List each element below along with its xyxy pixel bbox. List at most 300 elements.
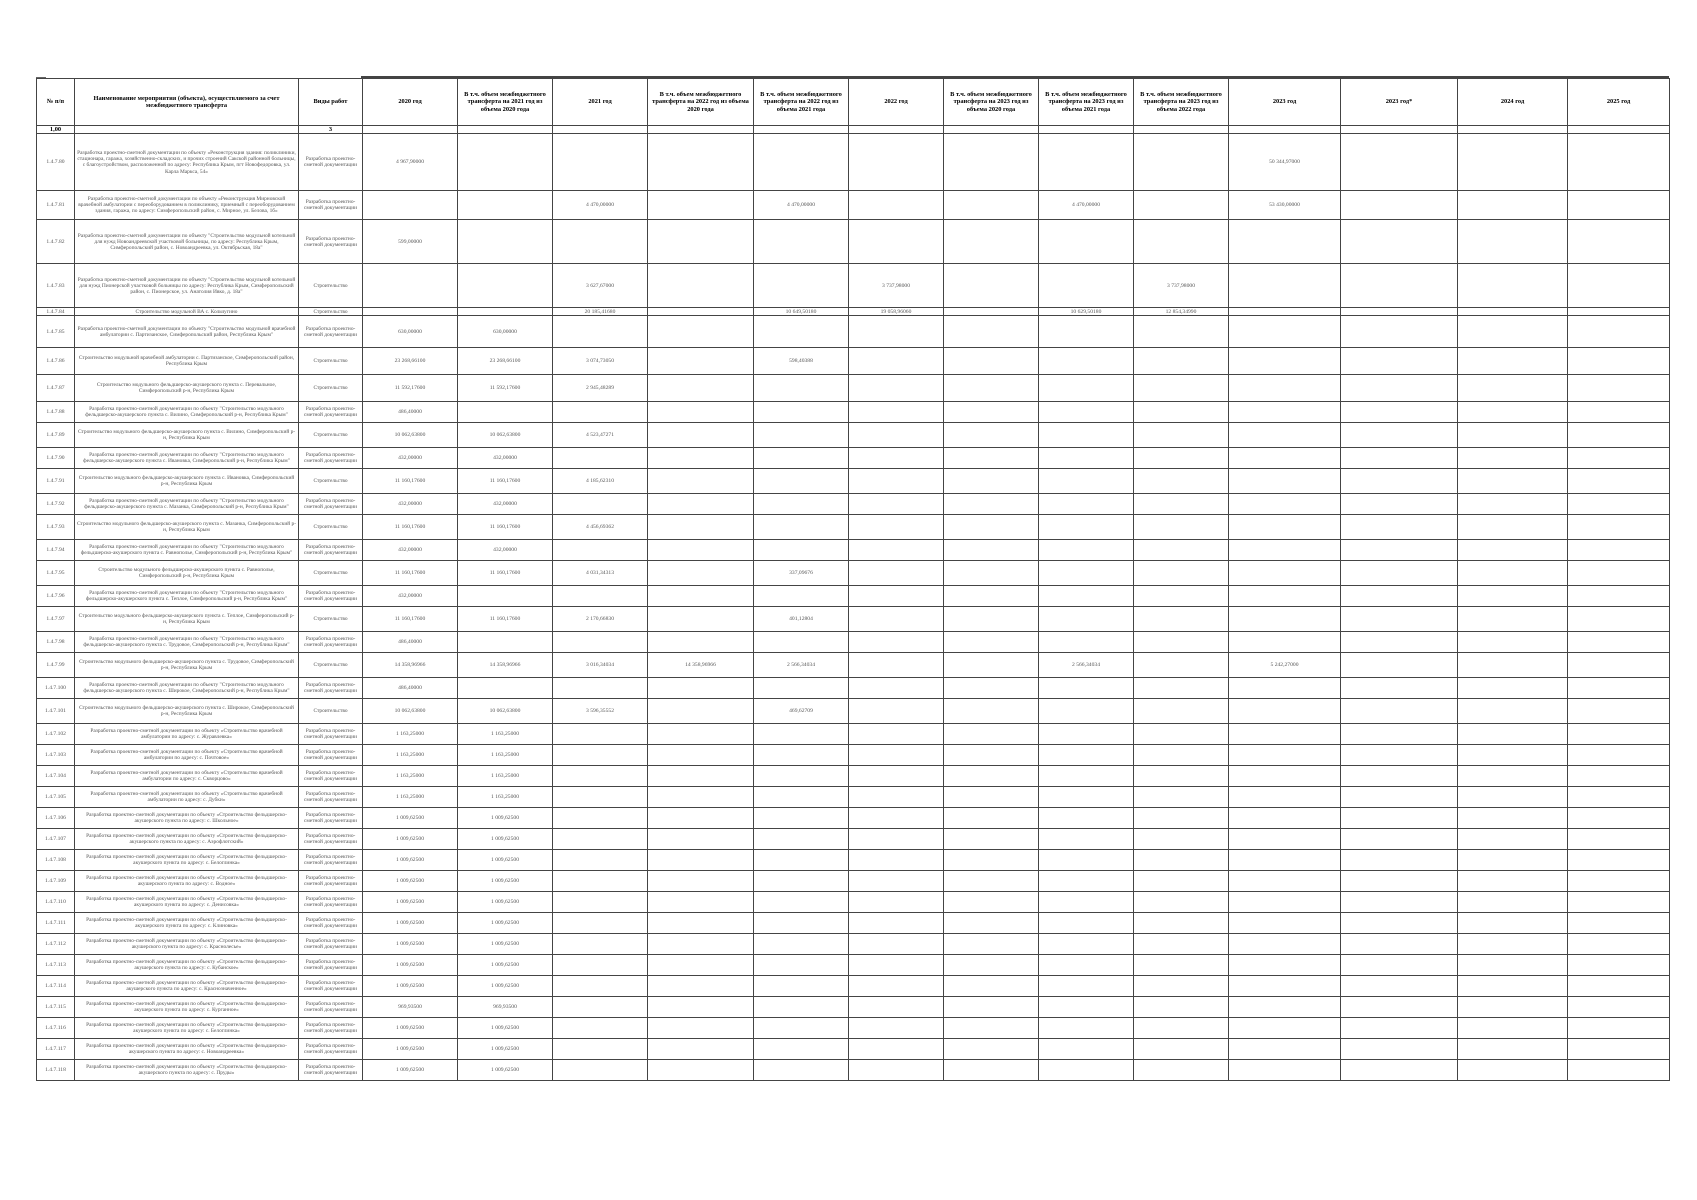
row-value-cell xyxy=(1568,787,1670,808)
row-value-cell xyxy=(1134,955,1229,976)
row-value-cell xyxy=(1341,699,1458,724)
row-code-cell: 1.4.7.93 xyxy=(37,515,75,540)
row-value-cell xyxy=(1229,913,1341,934)
row-name-cell: Строительство модульного фельдшерско-акушерского пункта с. Широкое, Симферопольский р-н, Республика Крым xyxy=(75,699,299,724)
row-value-cell xyxy=(849,561,944,586)
row-value-cell: 1 009,62500 xyxy=(458,955,553,976)
row-value-cell xyxy=(1458,264,1568,308)
row-value-cell xyxy=(1229,787,1341,808)
row-kind-cell: Разработка проектно-сметной документации xyxy=(299,913,363,934)
row-value-cell: 630,00000 xyxy=(458,316,553,348)
row-value-cell xyxy=(1458,913,1568,934)
row-value-cell: 3 737,98000 xyxy=(1134,264,1229,308)
row-value-cell xyxy=(1568,976,1670,997)
row-value-cell xyxy=(553,1039,648,1060)
row-value-cell xyxy=(458,308,553,316)
row-value-cell xyxy=(553,1018,648,1039)
row-value-cell xyxy=(1568,766,1670,787)
row-value-cell xyxy=(1341,586,1458,607)
table-row xyxy=(37,134,1670,191)
row-value-cell xyxy=(1134,448,1229,469)
row-value-cell xyxy=(1458,220,1568,264)
row-kind-cell: Строительство xyxy=(299,561,363,586)
row-value-cell xyxy=(1229,402,1341,423)
row-value-cell xyxy=(553,402,648,423)
row-value-cell xyxy=(944,850,1039,871)
numbering-cell xyxy=(1039,126,1134,134)
row-value-cell xyxy=(1458,448,1568,469)
table-row xyxy=(37,1018,1670,1039)
row-value-cell xyxy=(648,724,754,745)
row-value-cell xyxy=(1134,423,1229,448)
row-value-cell xyxy=(849,1060,944,1081)
row-value-cell xyxy=(944,375,1039,402)
row-value-cell xyxy=(1039,871,1134,892)
table-row xyxy=(37,871,1670,892)
row-value-cell xyxy=(849,913,944,934)
row-code-cell: 1.4.7.116 xyxy=(37,1018,75,1039)
row-value-cell xyxy=(1039,829,1134,850)
row-value-cell xyxy=(553,913,648,934)
row-name-cell: Разработка проектно-сметной документации по объекту «Строительство фельдшерско-акушерского пункта по адресу: с. Белоглинка» xyxy=(75,1018,299,1039)
row-value-cell xyxy=(1341,515,1458,540)
row-value-cell xyxy=(849,540,944,561)
row-name-cell: Разработка проектно-сметной документации по объекту «Реконструкция Мирновской врачебной амбулатории с переоборудованием в поликлинику, приемный с переоборудованием здания, гаража, по адресу: Симферопольский район, с. Мирное, ул. Белова, 1б» xyxy=(75,191,299,220)
row-value-cell xyxy=(1229,699,1341,724)
row-value-cell xyxy=(944,934,1039,955)
row-value-cell xyxy=(1039,423,1134,448)
header-name: Наименование мероприятия (объекта), осуществляемого за счет межбюджетного трансферта xyxy=(75,79,299,126)
row-value-cell xyxy=(648,892,754,913)
row-value-cell xyxy=(1458,134,1568,191)
row-value-cell xyxy=(1039,540,1134,561)
row-value-cell: 4 031,34313 xyxy=(553,561,648,586)
row-code-cell: 1.4.7.96 xyxy=(37,586,75,607)
row-value-cell xyxy=(754,540,849,561)
row-value-cell xyxy=(849,586,944,607)
row-kind-cell: Разработка проектно-сметной документации xyxy=(299,540,363,561)
row-value-cell xyxy=(1229,264,1341,308)
row-value-cell: 11 592,17600 xyxy=(363,375,458,402)
row-value-cell xyxy=(648,678,754,699)
row-value-cell xyxy=(553,586,648,607)
row-value-cell xyxy=(849,448,944,469)
row-value-cell xyxy=(1341,766,1458,787)
row-code-cell: 1.4.7.113 xyxy=(37,955,75,976)
row-value-cell: 10 062,63800 xyxy=(363,423,458,448)
row-value-cell: 1 163,25000 xyxy=(458,724,553,745)
row-value-cell: 19 058,96060 xyxy=(849,308,944,316)
row-value-cell xyxy=(1229,515,1341,540)
numbering-cell xyxy=(1458,126,1568,134)
row-value-cell xyxy=(849,375,944,402)
row-name-cell: Разработка проектно-сметной документации по объекту «Строительство фельдшерско-акушерского пункта по адресу: с. Денисовка» xyxy=(75,892,299,913)
row-value-cell xyxy=(553,724,648,745)
row-name-cell: Разработка проектно-сметной документации по объекту "Строительство модульной котельной для нужд Новоандреевской участковой больницы, по адресу: Республика Крым, Симферопольский район, с. Новоандреевка, ул. Октябрьская, 18а" xyxy=(75,220,299,264)
row-value-cell: 1 009,62500 xyxy=(363,913,458,934)
row-value-cell xyxy=(1039,678,1134,699)
row-name-cell: Разработка проектно-сметной документации по объекту «Строительство фельдшерско-акушерского пункта по адресу: с. Новоандреевка» xyxy=(75,1039,299,1060)
row-value-cell xyxy=(1341,850,1458,871)
row-value-cell xyxy=(648,402,754,423)
row-value-cell xyxy=(944,913,1039,934)
row-value-cell xyxy=(553,976,648,997)
row-value-cell: 3 016,34034 xyxy=(553,653,648,678)
row-value-cell xyxy=(1568,1060,1670,1081)
row-value-cell xyxy=(944,316,1039,348)
row-value-cell xyxy=(1229,871,1341,892)
row-value-cell xyxy=(754,1060,849,1081)
row-kind-cell: Строительство xyxy=(299,264,363,308)
row-value-cell xyxy=(849,997,944,1018)
row-value-cell: 50 344,97000 xyxy=(1229,134,1341,191)
row-value-cell xyxy=(754,976,849,997)
row-value-cell xyxy=(1458,494,1568,515)
row-value-cell xyxy=(1568,1039,1670,1060)
row-value-cell xyxy=(1458,745,1568,766)
row-value-cell: 1 009,62500 xyxy=(363,1060,458,1081)
row-value-cell xyxy=(1039,586,1134,607)
row-value-cell xyxy=(1568,678,1670,699)
row-value-cell xyxy=(754,423,849,448)
row-value-cell: 53 430,00000 xyxy=(1229,191,1341,220)
row-value-cell xyxy=(1458,997,1568,1018)
row-code-cell: 1.4.7.106 xyxy=(37,808,75,829)
row-value-cell xyxy=(1039,607,1134,632)
row-value-cell xyxy=(1134,402,1229,423)
row-value-cell xyxy=(1134,469,1229,494)
row-value-cell xyxy=(1039,220,1134,264)
row-value-cell: 630,00000 xyxy=(363,316,458,348)
row-value-cell: 10 062,63800 xyxy=(458,699,553,724)
row-value-cell xyxy=(648,264,754,308)
row-value-cell xyxy=(944,787,1039,808)
row-value-cell: 10 062,63800 xyxy=(458,423,553,448)
row-value-cell xyxy=(648,871,754,892)
row-value-cell xyxy=(1039,448,1134,469)
header-col-2020: 2020 год xyxy=(363,79,458,126)
row-value-cell xyxy=(1229,561,1341,586)
row-name-cell: Разработка проектно-сметной документации по объекту «Строительство врачебной амбулатории по адресу: с. Журавлевка» xyxy=(75,724,299,745)
row-value-cell xyxy=(754,494,849,515)
row-value-cell xyxy=(553,540,648,561)
row-value-cell: 1 009,62500 xyxy=(458,892,553,913)
table-row xyxy=(37,829,1670,850)
row-value-cell: 3 074,73050 xyxy=(553,348,648,375)
row-value-cell: 337,09676 xyxy=(754,561,849,586)
row-value-cell xyxy=(944,955,1039,976)
row-value-cell xyxy=(1039,745,1134,766)
row-value-cell: 23 268,66100 xyxy=(458,348,553,375)
row-value-cell xyxy=(1134,607,1229,632)
row-value-cell xyxy=(1229,220,1341,264)
row-value-cell xyxy=(1341,808,1458,829)
row-value-cell xyxy=(754,829,849,850)
row-name-cell: Разработка проектно-сметной документации по объекту «Строительство фельдшерско-акушерского пункта по адресу: с. Курганное» xyxy=(75,997,299,1018)
row-value-cell xyxy=(1039,997,1134,1018)
row-value-cell: 4 470,00000 xyxy=(1039,191,1134,220)
row-value-cell: 10 649,50180 xyxy=(754,308,849,316)
row-value-cell xyxy=(458,678,553,699)
row-value-cell xyxy=(1134,997,1229,1018)
row-value-cell xyxy=(754,955,849,976)
row-value-cell xyxy=(849,653,944,678)
numbering-cell: 1,00 xyxy=(37,126,75,134)
row-value-cell xyxy=(1341,348,1458,375)
row-code-cell: 1.4.7.103 xyxy=(37,745,75,766)
row-value-cell xyxy=(1568,808,1670,829)
row-value-cell xyxy=(1568,632,1670,653)
row-value-cell xyxy=(648,1039,754,1060)
row-value-cell xyxy=(1568,134,1670,191)
row-value-cell xyxy=(1458,348,1568,375)
row-value-cell: 23 268,66100 xyxy=(363,348,458,375)
row-value-cell xyxy=(648,348,754,375)
row-value-cell xyxy=(553,787,648,808)
table-row xyxy=(37,448,1670,469)
row-value-cell xyxy=(1568,494,1670,515)
row-kind-cell: Строительство xyxy=(299,653,363,678)
row-kind-cell: Строительство xyxy=(299,423,363,448)
row-value-cell xyxy=(648,561,754,586)
row-value-cell xyxy=(754,448,849,469)
row-name-cell: Разработка проектно-сметной документации по объекту "Строительство модульного фельдшерско-акушерского пункта с. Равнополье, Симферопольский р-н, Республика Крым" xyxy=(75,540,299,561)
numbering-cell xyxy=(553,126,648,134)
row-value-cell xyxy=(1458,540,1568,561)
numbering-cell xyxy=(1568,126,1670,134)
row-kind-cell: Разработка проектно-сметной документации xyxy=(299,1018,363,1039)
row-value-cell xyxy=(944,264,1039,308)
row-value-cell xyxy=(1341,871,1458,892)
row-value-cell xyxy=(1134,699,1229,724)
row-value-cell xyxy=(458,632,553,653)
row-value-cell xyxy=(849,850,944,871)
row-name-cell: Строительство модульной ВА с. Кольчугино xyxy=(75,308,299,316)
row-value-cell: 4 470,00000 xyxy=(754,191,849,220)
row-kind-cell: Разработка проектно-сметной документации xyxy=(299,850,363,871)
row-code-cell: 1.4.7.108 xyxy=(37,850,75,871)
row-value-cell xyxy=(1134,632,1229,653)
row-code-cell: 1.4.7.87 xyxy=(37,375,75,402)
table-row xyxy=(37,220,1670,264)
row-value-cell xyxy=(1134,892,1229,913)
row-value-cell xyxy=(1341,375,1458,402)
row-value-cell xyxy=(944,745,1039,766)
row-value-cell: 1 009,62500 xyxy=(363,850,458,871)
row-kind-cell: Разработка проектно-сметной документации xyxy=(299,448,363,469)
row-value-cell xyxy=(849,934,944,955)
row-value-cell xyxy=(1039,264,1134,308)
row-value-cell xyxy=(1341,678,1458,699)
row-name-cell: Разработка проектно-сметной документации по объекту «Строительство фельдшерско-акушерского пункта по адресу: с. Краснолесье» xyxy=(75,934,299,955)
row-value-cell xyxy=(1568,997,1670,1018)
table-body xyxy=(37,134,1670,1081)
row-value-cell xyxy=(849,766,944,787)
row-kind-cell: Разработка проектно-сметной документации xyxy=(299,955,363,976)
row-value-cell xyxy=(1458,787,1568,808)
row-code-cell: 1.4.7.117 xyxy=(37,1039,75,1060)
row-value-cell xyxy=(553,632,648,653)
row-value-cell: 469,62709 xyxy=(754,699,849,724)
row-value-cell xyxy=(363,264,458,308)
row-name-cell: Разработка проектно-сметной документации по объекту "Строительство модульного фельдшерско-акушерского пункта с. Широкое, Симферопольский р-н, Республика Крым" xyxy=(75,678,299,699)
row-value-cell: 11 160,17600 xyxy=(363,469,458,494)
table-row xyxy=(37,699,1670,724)
row-value-cell xyxy=(1568,653,1670,678)
row-value-cell xyxy=(1134,1039,1229,1060)
row-value-cell: 1 009,62500 xyxy=(458,1018,553,1039)
row-value-cell xyxy=(1134,808,1229,829)
row-value-cell xyxy=(1458,375,1568,402)
header-col-2021-from-2020: В т.ч. объем межбюджетного трансферта на 2021 год из объема 2020 года xyxy=(458,79,553,126)
row-value-cell xyxy=(754,871,849,892)
row-value-cell xyxy=(1229,348,1341,375)
row-value-cell: 4 523,47271 xyxy=(553,423,648,448)
table-row xyxy=(37,191,1670,220)
row-code-cell: 1.4.7.98 xyxy=(37,632,75,653)
row-value-cell xyxy=(1341,829,1458,850)
row-value-cell xyxy=(1229,375,1341,402)
row-value-cell xyxy=(1341,745,1458,766)
row-value-cell: 1 009,62500 xyxy=(458,976,553,997)
row-kind-cell: Разработка проектно-сметной документации xyxy=(299,678,363,699)
row-value-cell xyxy=(553,220,648,264)
table-row xyxy=(37,808,1670,829)
row-name-cell: Разработка проектно-сметной документации по объекту "Строительство модульного фельдшерско-акушерского пункта с. Вилино, Симферопольский р-н, Республика Крым" xyxy=(75,402,299,423)
row-kind-cell: Разработка проектно-сметной документации xyxy=(299,976,363,997)
row-value-cell xyxy=(944,469,1039,494)
row-value-cell xyxy=(1341,191,1458,220)
row-value-cell xyxy=(754,220,849,264)
row-value-cell: 1 009,62500 xyxy=(458,808,553,829)
row-name-cell: Разработка проектно-сметной документации по объекту «Строительство врачебной амбулатории по адресу: с. Дубки» xyxy=(75,787,299,808)
row-value-cell xyxy=(849,829,944,850)
row-value-cell xyxy=(944,607,1039,632)
row-code-cell: 1.4.7.94 xyxy=(37,540,75,561)
row-kind-cell: Разработка проектно-сметной документации xyxy=(299,808,363,829)
row-value-cell xyxy=(648,997,754,1018)
row-value-cell xyxy=(1458,976,1568,997)
row-value-cell xyxy=(1229,308,1341,316)
row-value-cell xyxy=(1229,607,1341,632)
row-value-cell xyxy=(1134,976,1229,997)
row-value-cell xyxy=(1134,561,1229,586)
row-kind-cell: Разработка проектно-сметной документации xyxy=(299,1060,363,1081)
row-value-cell xyxy=(648,934,754,955)
row-value-cell xyxy=(1134,515,1229,540)
row-value-cell xyxy=(553,134,648,191)
row-kind-cell: Строительство xyxy=(299,469,363,494)
numbering-cell xyxy=(75,126,299,134)
row-value-cell xyxy=(754,997,849,1018)
row-value-cell xyxy=(1039,724,1134,745)
row-value-cell xyxy=(553,766,648,787)
row-value-cell xyxy=(1039,134,1134,191)
row-code-cell: 1.4.7.89 xyxy=(37,423,75,448)
row-value-cell xyxy=(1458,678,1568,699)
row-value-cell: 1 009,62500 xyxy=(363,871,458,892)
table-row xyxy=(37,745,1670,766)
row-value-cell xyxy=(1568,448,1670,469)
row-value-cell xyxy=(1039,375,1134,402)
row-code-cell: 1.4.7.82 xyxy=(37,220,75,264)
row-code-cell: 1.4.7.109 xyxy=(37,871,75,892)
row-value-cell xyxy=(1134,766,1229,787)
row-code-cell: 1.4.7.83 xyxy=(37,264,75,308)
row-value-cell xyxy=(754,402,849,423)
row-value-cell xyxy=(944,1039,1039,1060)
row-value-cell xyxy=(1341,264,1458,308)
row-value-cell xyxy=(1229,469,1341,494)
row-name-cell: Разработка проектно-сметной документации по объекту "Строительство модульной котельной для нужд Пионерской участковой больницы по адресу: Республика Крым, Симферопольский район, с. Пионерское, ул. Анатолия Ивко, д. 18а" xyxy=(75,264,299,308)
row-code-cell: 1.4.7.88 xyxy=(37,402,75,423)
row-code-cell: 1.4.7.118 xyxy=(37,1060,75,1081)
row-value-cell: 1 009,62500 xyxy=(363,808,458,829)
row-code-cell: 1.4.7.91 xyxy=(37,469,75,494)
row-value-cell xyxy=(1229,892,1341,913)
row-value-cell xyxy=(754,787,849,808)
row-value-cell xyxy=(1458,699,1568,724)
row-code-cell: 1.4.7.107 xyxy=(37,829,75,850)
row-kind-cell: Разработка проектно-сметной документации xyxy=(299,892,363,913)
row-value-cell xyxy=(1568,375,1670,402)
row-value-cell xyxy=(648,469,754,494)
row-kind-cell: Разработка проектно-сметной документации xyxy=(299,494,363,515)
row-value-cell: 1 009,62500 xyxy=(458,913,553,934)
row-value-cell: 3 627,67000 xyxy=(553,264,648,308)
row-value-cell xyxy=(1458,402,1568,423)
row-value-cell xyxy=(1458,469,1568,494)
row-value-cell xyxy=(1039,1060,1134,1081)
row-value-cell: 599,00000 xyxy=(363,220,458,264)
row-value-cell xyxy=(754,724,849,745)
row-code-cell: 1.4.7.100 xyxy=(37,678,75,699)
row-value-cell: 432,00000 xyxy=(458,448,553,469)
row-value-cell xyxy=(754,808,849,829)
row-value-cell xyxy=(1229,494,1341,515)
row-value-cell: 4 967,90000 xyxy=(363,134,458,191)
row-value-cell xyxy=(1134,678,1229,699)
row-value-cell xyxy=(1458,955,1568,976)
row-value-cell xyxy=(1568,348,1670,375)
row-value-cell xyxy=(1341,134,1458,191)
row-value-cell xyxy=(1039,787,1134,808)
row-code-cell: 1.4.7.99 xyxy=(37,653,75,678)
row-value-cell xyxy=(1134,745,1229,766)
row-value-cell: 10 629,50180 xyxy=(1039,308,1134,316)
row-value-cell: 2 945,48289 xyxy=(553,375,648,402)
row-value-cell: 1 009,62500 xyxy=(363,829,458,850)
row-value-cell xyxy=(944,402,1039,423)
numbering-cell xyxy=(1134,126,1229,134)
row-value-cell xyxy=(1458,316,1568,348)
row-value-cell xyxy=(553,808,648,829)
row-value-cell: 1 009,62500 xyxy=(458,850,553,871)
row-name-cell: Разработка проектно-сметной документации по объекту «Строительство фельдшерско-акушерского пункта по адресу: с. Клиновка» xyxy=(75,913,299,934)
row-value-cell xyxy=(944,1060,1039,1081)
header-col-2021: 2021 год xyxy=(553,79,648,126)
row-name-cell: Разработка проектно-сметной документации по объекту «Строительство фельдшерско-акушерского пункта по адресу: с. Белоглинка» xyxy=(75,850,299,871)
row-value-cell xyxy=(1229,850,1341,871)
row-value-cell: 1 009,62500 xyxy=(458,871,553,892)
row-value-cell xyxy=(1039,892,1134,913)
row-value-cell xyxy=(1134,191,1229,220)
row-value-cell: 1 009,62500 xyxy=(458,1060,553,1081)
row-value-cell xyxy=(944,997,1039,1018)
row-value-cell xyxy=(1341,934,1458,955)
row-value-cell: 1 163,25000 xyxy=(363,724,458,745)
table-row xyxy=(37,316,1670,348)
